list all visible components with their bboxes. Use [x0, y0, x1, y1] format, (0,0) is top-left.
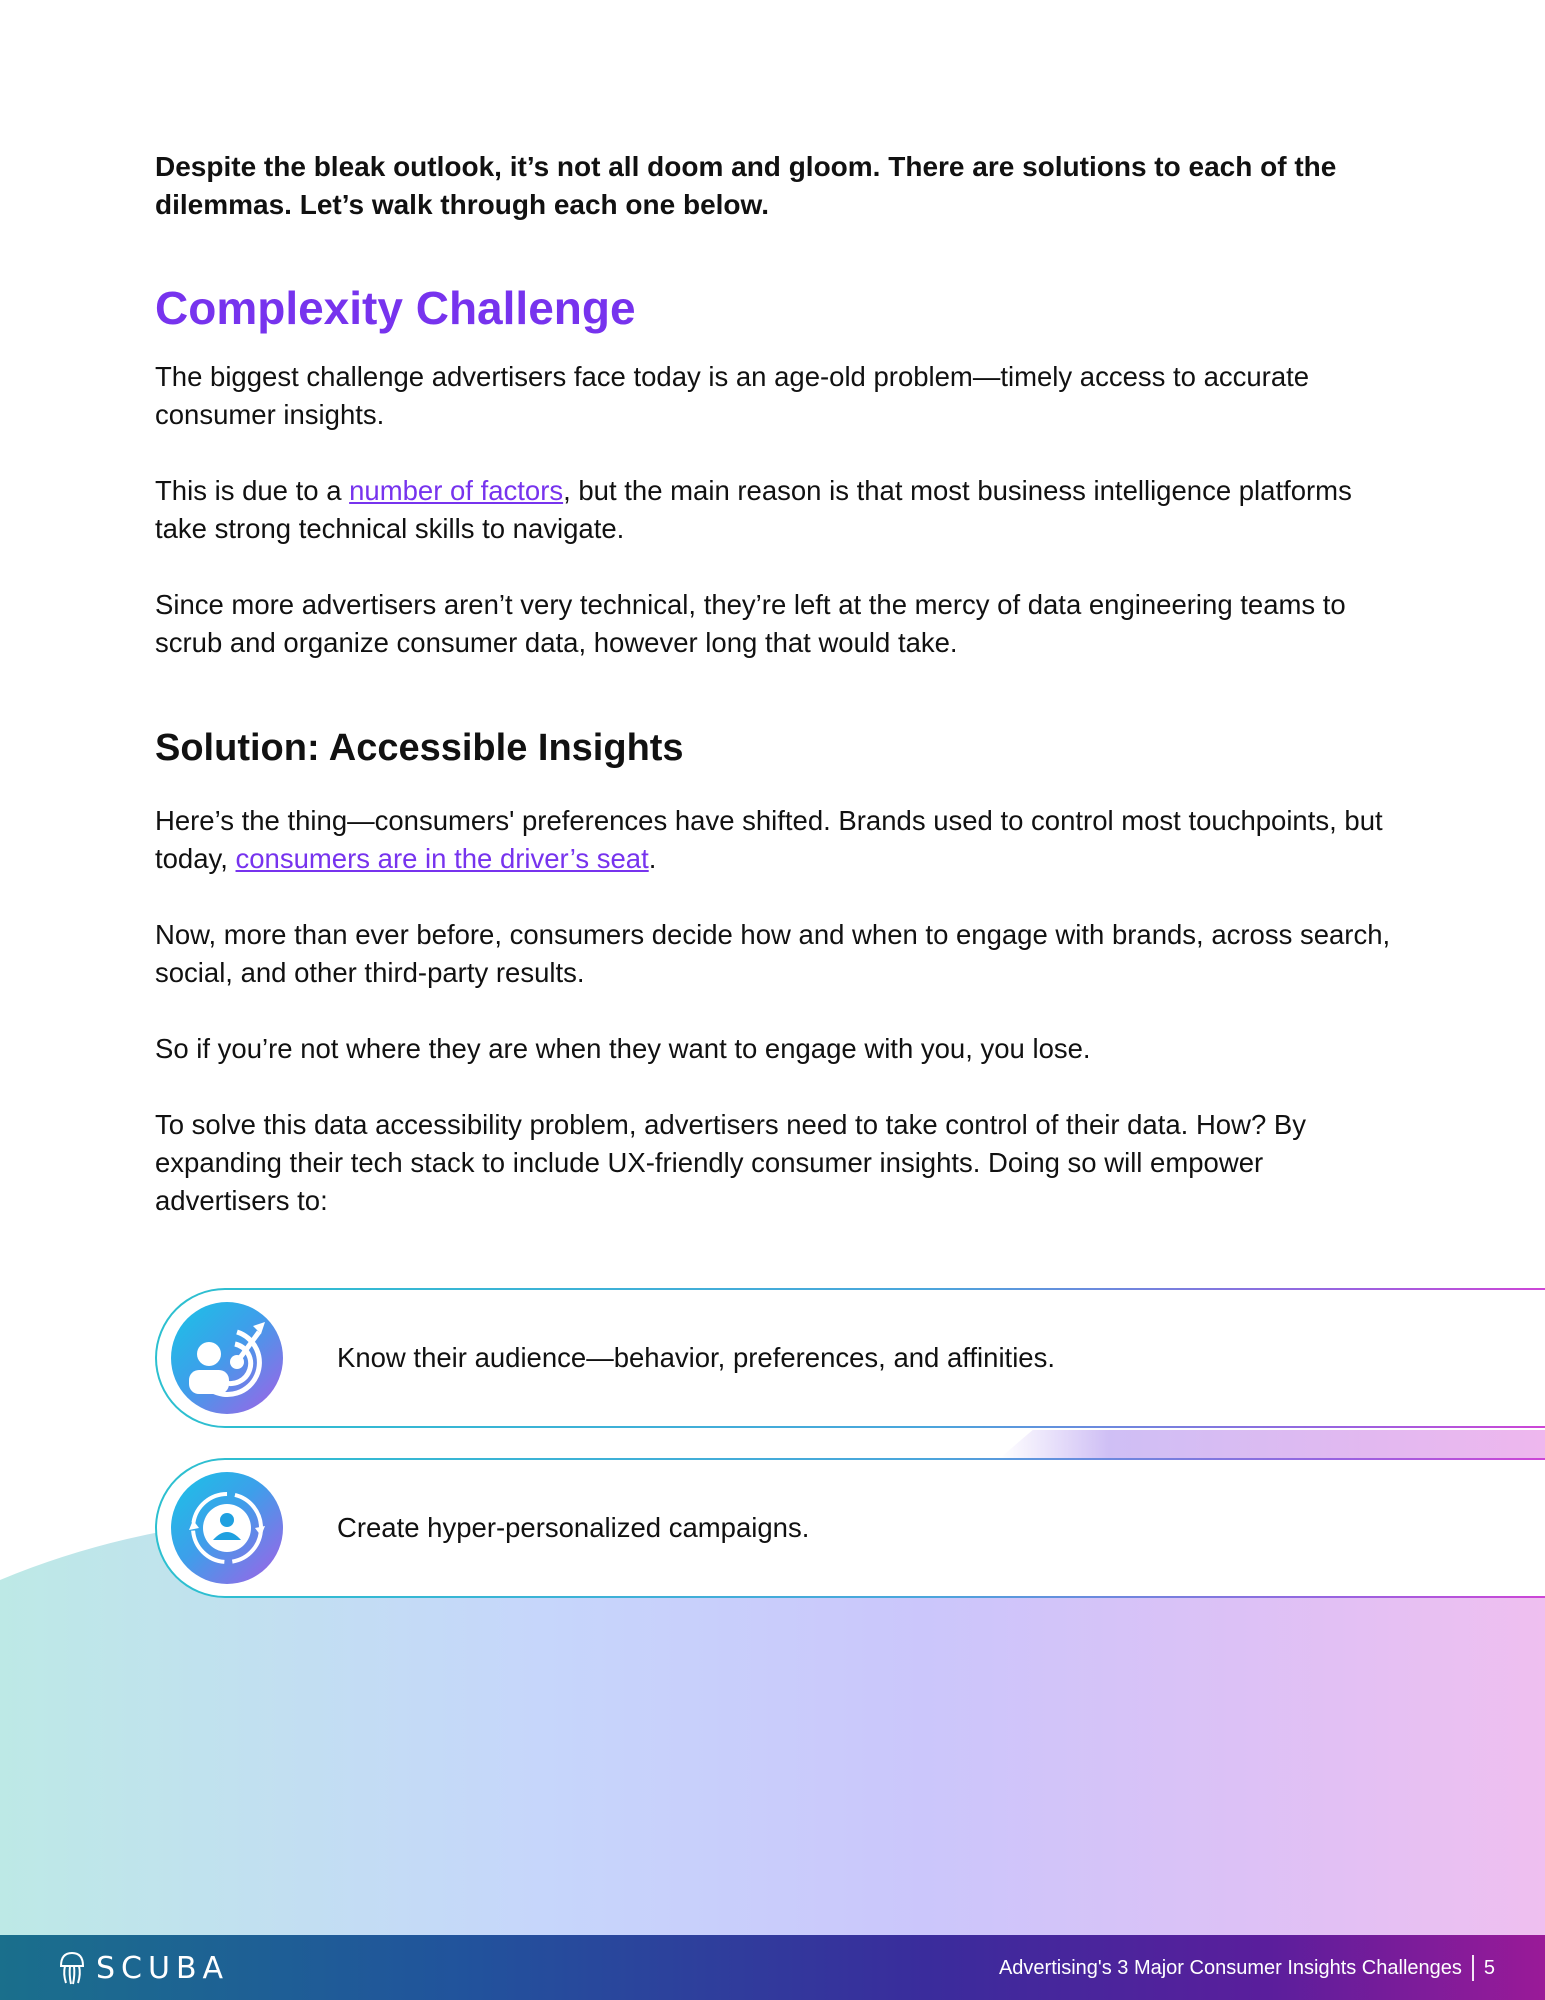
- logo-text: SCUBA: [96, 1950, 230, 1986]
- footer-document-info: [999, 1953, 1495, 1983]
- section2-paragraph-1: [155, 802, 1405, 878]
- footer-bar: [0, 1935, 1545, 2000]
- paragraph-text: This is due to a: [155, 475, 350, 506]
- section2-paragraph-3: So if you’re not where they are when they want to engage with you, you lose.: [155, 1033, 1091, 1064]
- card-body: [157, 1290, 1545, 1426]
- paragraph-text: , but the main reason is that most business intelligence platforms take strong technical skills to navigate.: [155, 475, 1352, 544]
- benefit-card-personalization: [155, 1458, 1545, 1598]
- section1-paragraph-3: Since more advertisers aren’t very technical, they’re left at the mercy of data engineering teams to scrub and organize consumer data, however long that would take.: [155, 589, 1346, 658]
- section1-paragraph-1: The biggest challenge advertisers face today is an age-old problem—timely access to accurate consumer insights.: [155, 361, 1310, 430]
- number-of-factors-link[interactable]: number of factors: [349, 475, 564, 506]
- section2-paragraph-4: To solve this data accessibility problem, advertisers need to take control of their data. How? By expanding their tech stack to include UX-friendly consumer insights. Doing so will empower advertisers to:: [155, 1109, 1306, 1216]
- paragraph-text: .: [648, 843, 657, 874]
- card-text: Know their audience—behavior, preferences, and affinities.: [337, 1342, 1055, 1373]
- intro-paragraph: Despite the bleak outlook, it’s not all doom and gloom. There are solutions to each of the dilemmas. Let’s walk through each one below.: [155, 151, 1337, 220]
- benefit-card-audience: [155, 1288, 1545, 1428]
- scuba-logo: [58, 1949, 229, 1987]
- audience-target-icon: [171, 1302, 283, 1414]
- personalization-cycle-icon: [171, 1472, 283, 1584]
- complexity-challenge-heading: Complexity Challenge: [155, 282, 636, 334]
- footer-divider: [1472, 1955, 1474, 1981]
- page-number: 5: [1483, 1957, 1495, 1979]
- document-title: Advertising's 3 Major Consumer Insights Challenges: [998, 1957, 1462, 1979]
- paragraph-text: Here’s the thing—consumers' preferences have shifted. Brands used to control most touchpoints, but today,: [155, 805, 1383, 874]
- section2-paragraph-2: Now, more than ever before, consumers decide how and when to engage with brands, across search, social, and other third-party results.: [155, 919, 1391, 988]
- card-text: Create hyper-personalized campaigns.: [337, 1512, 810, 1543]
- card-body: [157, 1460, 1545, 1596]
- drivers-seat-link[interactable]: consumers are in the driver’s seat: [235, 843, 649, 874]
- card-connector-strip: [1000, 1430, 1545, 1458]
- jellyfish-logo-icon: [58, 1950, 86, 1986]
- solution-heading: Solution: Accessible Insights: [155, 727, 684, 769]
- section1-paragraph-2: [155, 472, 1405, 548]
